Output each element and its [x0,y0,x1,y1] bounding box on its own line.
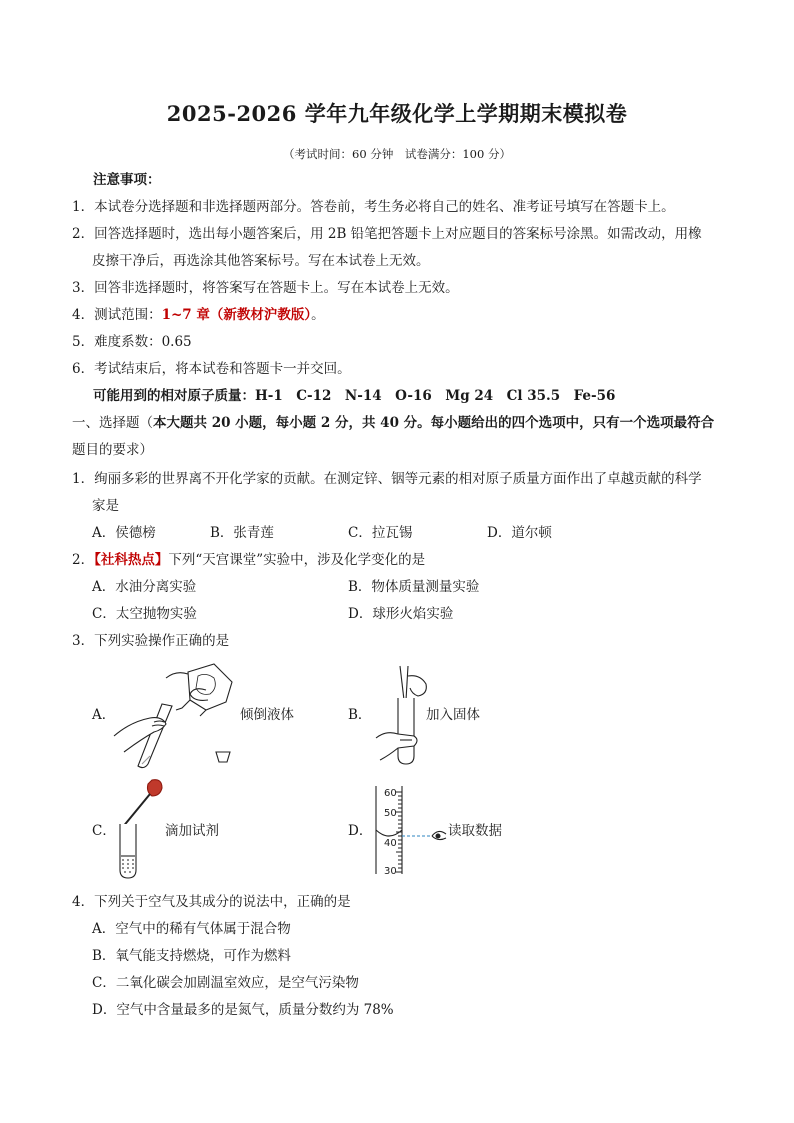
q1-stem-cont: 家是 [92,498,119,514]
q3-option-b-caption: 加入固体 [426,707,480,723]
q3-option-c-caption: 滴加试剂 [165,823,219,839]
q4-option-c: C．二氧化碳会加剧温室效应，是空气污染物 [92,975,359,991]
q3-option-b-letter: B． [348,707,372,723]
q4-option-a: A．空气中的稀有气体属于混合物 [92,921,291,937]
scope-highlight: 1~7 章（新教材沪教版） [161,307,312,323]
notice-item-5: 5．难度系数：0.65 [72,334,192,350]
q4-option-d: D．空气中含量最多的是氮气，质量分数约为 78% [92,1002,394,1018]
atomic-mass-line: 可能用到的相对原子质量：H-1 C-12 N-14 O-16 Mg 24 Cl 35.5 Fe-56 [93,388,616,404]
notice-item-1: 1．本试卷分选择题和非选择题两部分。答卷前，考生务必将自己的姓名、准考证号填写在答题卡上。 [72,199,675,215]
q4-stem: 4．下列关于空气及其成分的说法中，正确的是 [72,894,351,910]
q2-number: 2． [72,552,95,568]
q3-option-c-letter: C． [92,823,116,839]
q1-option-d: D．道尔顿 [487,525,552,541]
q3-option-d-letter: D． [348,823,373,839]
scope-prefix: 4．测试范围： [72,307,162,323]
notice-item-3: 3．回答非选择题时，将答案写在答题卡上。写在本试卷上无效。 [72,280,459,296]
q2-option-d: D．球形火焰实验 [348,606,454,622]
q1-option-b: B．张青莲 [210,525,274,541]
q1-stem: 1．绚丽多彩的世界离不开化学家的贡献。在测定锌、铟等元素的相对原子质量方面作出了卓越贡献的科学 [72,471,702,487]
q3-option-d-caption: 读取数据 [448,823,502,839]
q3-option-a-caption: 倾倒液体 [240,707,294,723]
section-heading-bold: 本大题共 20 小题，每小题 2 分，共 40 分。每小题给出的四个选项中，只有一个选项最符合 [153,415,715,431]
q1-option-a: A．侯德榜 [92,525,156,541]
scope-suffix: 。 [311,307,325,323]
page-title: 2025-2026 学年九年级化学上学期期末模拟卷 [166,101,628,126]
q1-option-c: C．拉瓦锡 [348,525,413,541]
adding-solid-illustration [370,664,440,774]
section-heading [72,414,714,432]
notice-item-4 [72,306,325,324]
q2-option-c: C．太空抛物实验 [92,606,197,622]
q2-option-b: B．物体质量测量实验 [348,579,480,595]
q2-stem-text: 下列“天宫课堂”实验中，涉及化学变化的是 [168,552,426,568]
notice-item-6: 6．考试结束后，将本试卷和答题卡一并交回。 [72,361,351,377]
section-heading-prefix: 一、选择题（ [72,415,153,431]
notice-heading: 注意事项： [93,172,161,188]
cylinder-tick-40: 40 [384,838,397,849]
pouring-liquid-illustration [110,660,240,770]
cylinder-reading-illustration [370,782,450,878]
dropper-illustration [108,776,168,882]
q3-option-a-letter: A． [92,707,116,723]
notice-item-2-cont: 皮擦干净后，再选涂其他答案标号。写在本试卷上无效。 [92,253,430,269]
q3-stem: 3．下列实验操作正确的是 [72,633,230,649]
q2-stem [72,551,425,569]
section-heading-cont: 题目的要求） [72,442,153,458]
cylinder-tick-30: 30 [384,866,397,877]
exam-info: （考试时间：60 分钟 试卷满分：100 分） [283,147,511,161]
q2-option-a: A．水油分离实验 [92,579,197,595]
q2-tag: 【社科热点】 [94,552,169,568]
q4-option-b: B．氧气能支持燃烧，可作为燃料 [92,948,291,964]
cylinder-tick-60: 60 [384,788,397,799]
notice-item-2: 2．回答选择题时，选出每小题答案后，用 2B 铅笔把答题卡上对应题目的答案标号涂黑。如需改动，用橡 [72,226,702,242]
cylinder-tick-50: 50 [384,808,397,819]
